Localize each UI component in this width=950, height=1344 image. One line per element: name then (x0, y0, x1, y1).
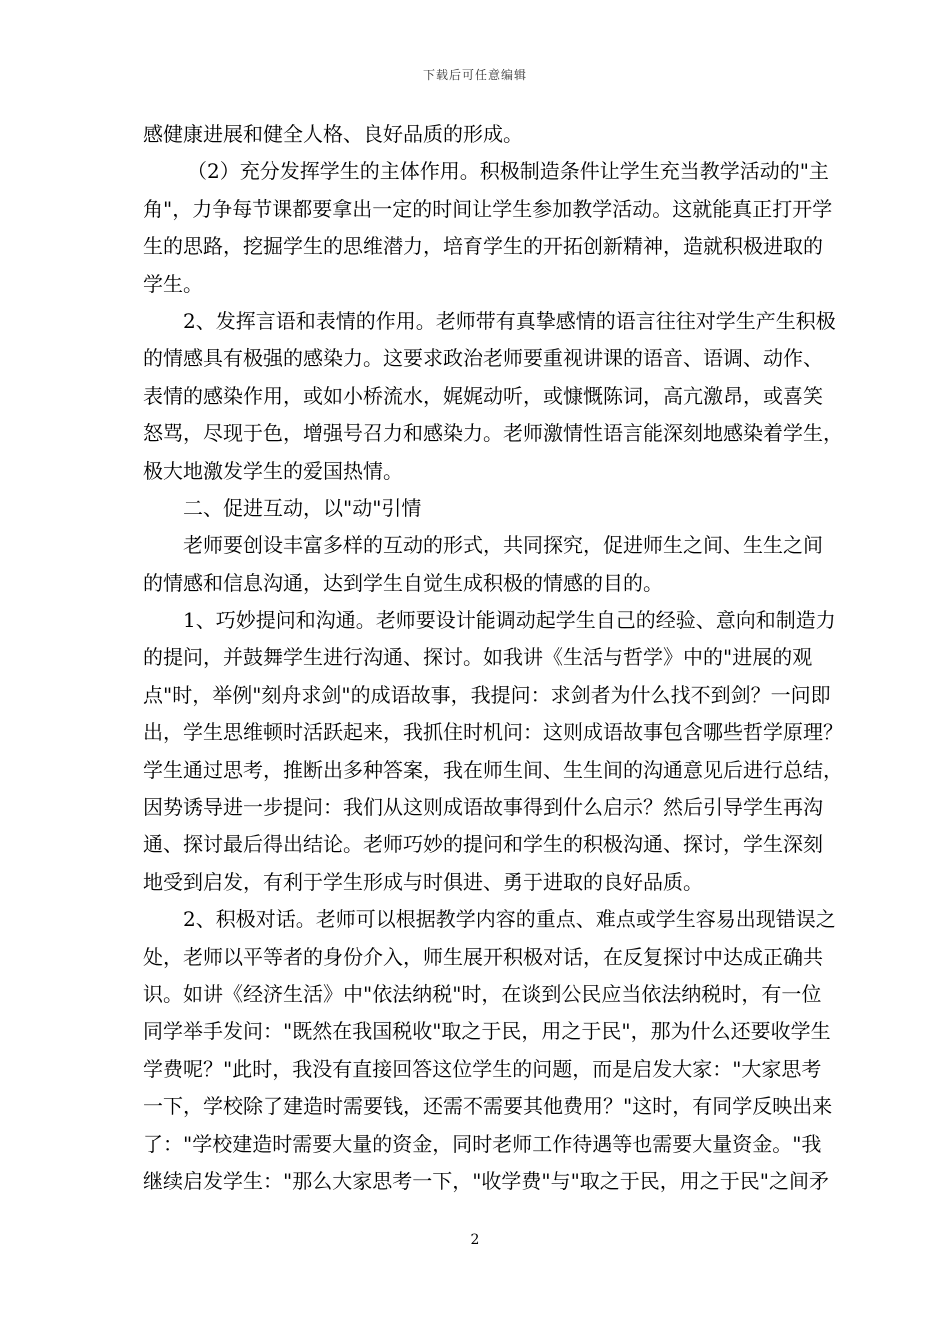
body-line: 出，学生思维顿时活跃起来，我抓住时机问：这则成语故事包含哪些哲学原理？ (143, 720, 843, 745)
body-line: 继续启发学生："那么大家思考一下，"收学费"与"取之于民，用之于民"之间矛 (143, 1168, 829, 1193)
body-line: 2、发挥言语和表情的作用。老师带有真挚感情的语言往往对学生产生积极 (183, 308, 836, 333)
document-body (143, 118, 843, 1202)
body-line: 角"，力争每节课都要拿出一定的时间让学生参加教学活动。这就能真正打开学 (143, 196, 833, 221)
body-line: 感健康进展和健全人格、良好品质的形成。 (143, 122, 523, 146)
body-line: 的提问，并鼓舞学生进行沟通、探讨。如我讲《生活与哲学》中的"进展的观 (143, 645, 813, 670)
body-line: 学生通过思考，推断出多种答案，我在师生间、生生间的沟通意见后进行总结， (143, 757, 843, 782)
body-line: 通、探讨最后得出结论。老师巧妙的提问和学生的积极沟通、探讨，学生深刻 (143, 832, 823, 857)
body-line: 生的思路，挖掘学生的思维潜力，培育学生的开拓创新精神，造就积极进取的 (143, 234, 823, 259)
body-line: 识。如讲《经济生活》中"依法纳税"时，在谈到公民应当依法纳税时，有一位 (143, 981, 822, 1006)
body-line: 1、巧妙提问和沟通。老师要设计能调动起学生自己的经验、意向和制造力 (183, 608, 836, 633)
body-line: 表情的感染作用，或如小桥流水，娓娓动听，或慷慨陈词，高亢激昂，或喜笑 (143, 383, 823, 408)
body-line: 同学举手发问："既然在我国税收"取之于民，用之于民"，那为什么还要收学生 (143, 1019, 831, 1044)
body-line: 一下，学校除了建造时需要钱，还需不需要其他费用？"这时，有同学反映出来 (143, 1094, 833, 1119)
section-heading: 二、促进互动，以"动"引情 (183, 495, 422, 520)
body-line: 的情感和信息沟通，达到学生自觉生成积极的情感的目的。 (143, 570, 663, 595)
body-line: 地受到启发，有利于学生形成与时俱进、勇于进取的良好品质。 (143, 869, 703, 894)
page-header: 下载后可任意编辑 (422, 68, 527, 82)
body-line: 处，老师以平等者的身份介入，师生展开积极对话，在反复探讨中达成正确共 (143, 944, 823, 969)
body-line: 因势诱导进一步提问：我们从这则成语故事得到什么启示？然后引导学生再沟 (143, 795, 823, 820)
page-number: 2 (470, 1232, 480, 1248)
body-line: 学费呢？"此时，我没有直接回答这位学生的问题，而是启发大家："大家思考 (143, 1056, 822, 1081)
body-line: 学生。 (143, 271, 203, 296)
body-line: 了："学校建造时需要大量的资金，同时老师工作待遇等也需要大量资金。"我 (143, 1131, 822, 1156)
body-line: 点"时，举例"刻舟求剑"的成语故事，我提问：求剑者为什么找不到剑？一问即 (143, 682, 831, 707)
body-line: （2）充分发挥学生的主体作用。积极制造条件让学生充当教学活动的"主 (187, 159, 829, 184)
body-line: 极大地激发学生的爱国热情。 (143, 458, 403, 483)
body-line: 老师要创设丰富多样的互动的形式，共同探究，促进师生之间、生生之间 (183, 533, 823, 558)
body-line: 2、积极对话。老师可以根据教学内容的重点、难点或学生容易出现错误之 (183, 907, 836, 932)
body-line: 怒骂，尽现于色，增强号召力和感染力。老师激情性语言能深刻地感染着学生， (143, 421, 843, 446)
body-line: 的情感具有极强的感染力。这要求政治老师要重视讲课的语音、语调、动作、 (143, 346, 823, 371)
